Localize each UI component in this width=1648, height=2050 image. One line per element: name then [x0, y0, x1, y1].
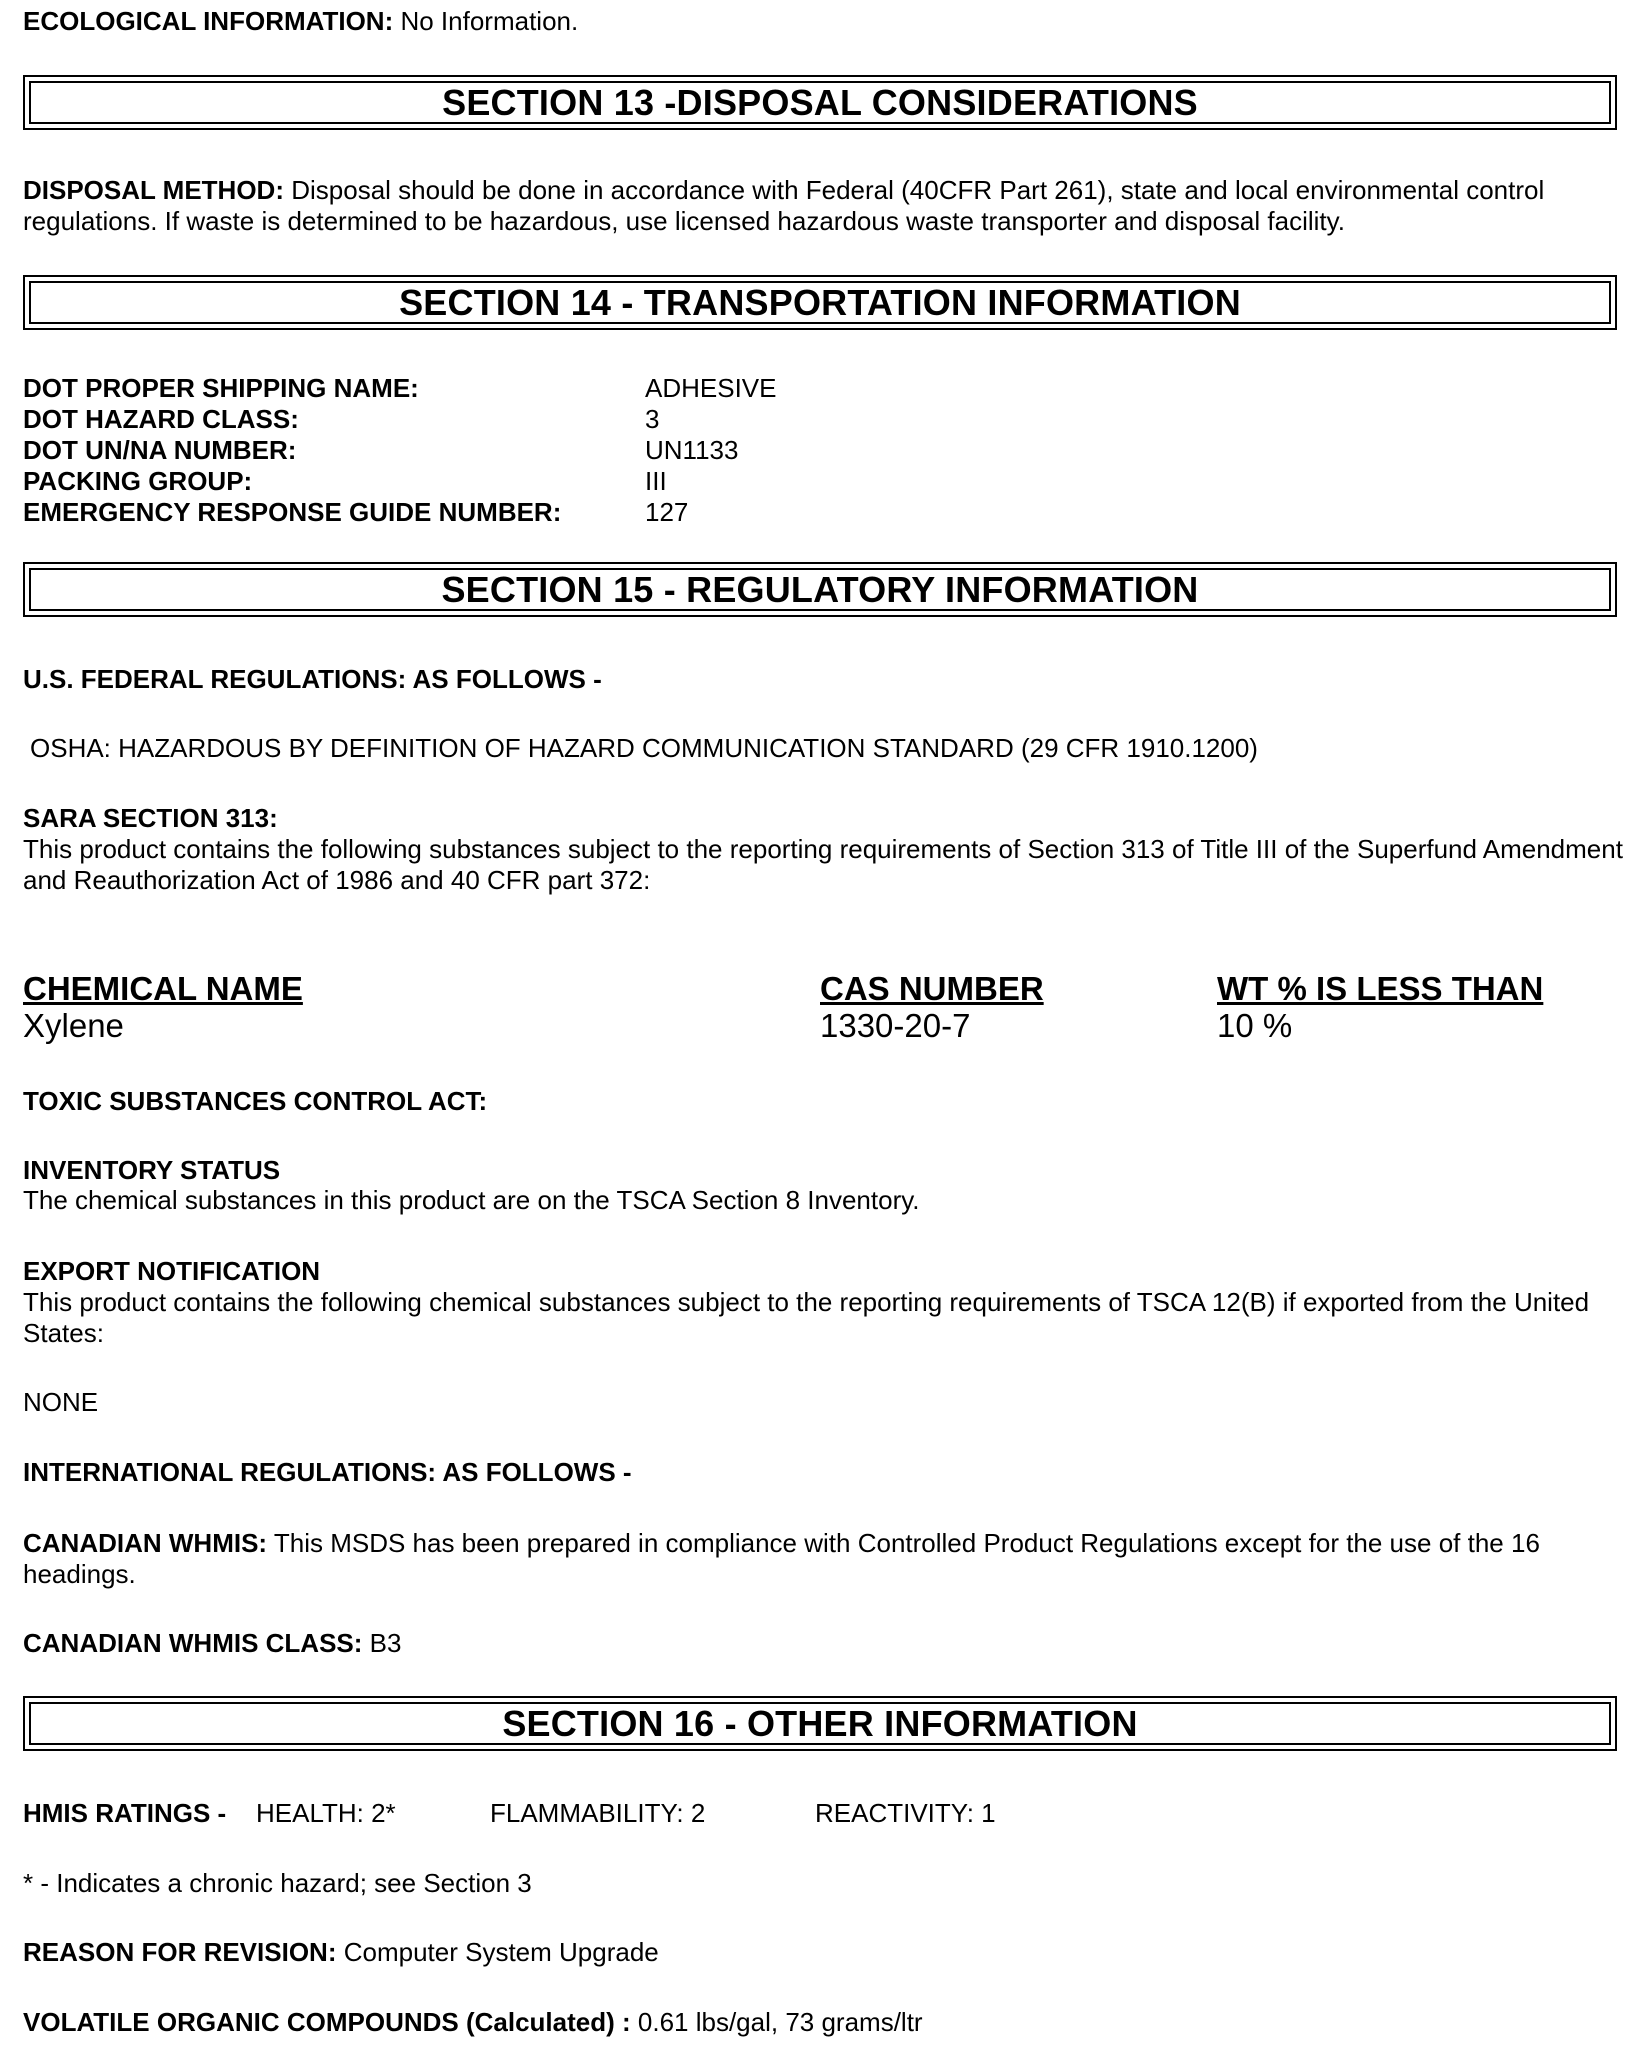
hmis-reactivity: REACTIVITY: 1: [815, 1798, 996, 1828]
osha-statement: OSHA: HAZARDOUS BY DEFINITION OF HAZARD COMMUNICATION STANDARD (29 CFR 1910.1200): [30, 733, 1258, 763]
dot-hazard-class-value: 3: [645, 404, 660, 434]
voc-label: VOLATILE ORGANIC COMPOUNDS (Calculated) :: [23, 2007, 631, 2037]
ecological-information: [23, 6, 578, 37]
section-16-header: [23, 1696, 1617, 1751]
sara-section-label: SARA SECTION 313:: [23, 803, 278, 833]
table-header-wt-percent: WT % IS LESS THAN: [1217, 970, 1544, 1007]
sara-section-text: This product contains the following substances subject to the reporting requirements of Section 313 of Title III of the Superfund Amendment and Reauthorization Act of 1986 and 40 CFR part 372:: [23, 834, 1623, 895]
canadian-whmis-text: This MSDS has been prepared in compliance with Controlled Product Regulations except for the use of the 16 headings.: [23, 1528, 1540, 1589]
canadian-whmis-class: [23, 1628, 401, 1659]
table-cell-chemical-name: Xylene: [23, 1007, 124, 1044]
whmis-class-value: B3: [369, 1628, 402, 1658]
hmis-health: HEALTH: 2*: [256, 1798, 396, 1828]
reason-for-revision: [23, 1937, 659, 1968]
section-16-title: SECTION 16 - OTHER INFORMATION: [502, 1702, 1138, 1744]
packing-group-label: PACKING GROUP:: [23, 466, 253, 496]
dot-hazard-class-label: DOT HAZARD CLASS:: [23, 404, 299, 434]
inventory-status-text: The chemical substances in this product are on the TSCA Section 8 Inventory.: [23, 1185, 920, 1215]
emergency-guide-label: EMERGENCY RESPONSE GUIDE NUMBER:: [23, 497, 562, 527]
canadian-whmis-label: CANADIAN WHMIS:: [23, 1528, 268, 1558]
export-notification-label: EXPORT NOTIFICATION: [23, 1256, 321, 1286]
disposal-method: [23, 175, 1623, 237]
hmis-label: HMIS RATINGS -: [23, 1798, 227, 1828]
whmis-class-label: CANADIAN WHMIS CLASS:: [23, 1628, 363, 1658]
tsca-label: TOXIC SUBSTANCES CONTROL ACT:: [23, 1086, 488, 1116]
revision-label: REASON FOR REVISION:: [23, 1937, 337, 1967]
chronic-hazard-note: * - Indicates a chronic hazard; see Section 3: [23, 1868, 532, 1898]
export-notification-value: NONE: [23, 1387, 99, 1417]
table-cell-cas-number: 1330-20-7: [820, 1007, 971, 1044]
section-14-header: [23, 275, 1617, 330]
dot-shipping-name-label: DOT PROPER SHIPPING NAME:: [23, 373, 419, 403]
canadian-whmis: [23, 1528, 1623, 1590]
ecological-label: ECOLOGICAL INFORMATION:: [23, 6, 394, 36]
disposal-label: DISPOSAL METHOD:: [23, 175, 284, 205]
dot-un-number-value: UN1133: [645, 435, 739, 465]
emergency-guide-value: 127: [645, 497, 689, 527]
ecological-value: No Information.: [400, 6, 579, 36]
dot-un-number-label: DOT UN/NA NUMBER:: [23, 435, 297, 465]
section-15-title: SECTION 15 - REGULATORY INFORMATION: [441, 568, 1199, 610]
voc-value: 0.61 lbs/gal, 73 grams/ltr: [637, 2007, 923, 2037]
table-header-chemical-name: CHEMICAL NAME: [23, 970, 303, 1007]
export-notification-text: This product contains the following chemical substances subject to the reporting requirements of TSCA 12(B) if exported from the United States:: [23, 1287, 1590, 1348]
dot-shipping-name-value: ADHESIVE: [645, 373, 777, 403]
section-15-header: [23, 562, 1617, 617]
section-13-header: [23, 75, 1617, 130]
packing-group-value: III: [645, 466, 667, 496]
us-federal-regulations: U.S. FEDERAL REGULATIONS: AS FOLLOWS -: [23, 664, 602, 694]
international-regulations: INTERNATIONAL REGULATIONS: AS FOLLOWS -: [23, 1457, 632, 1487]
revision-value: Computer System Upgrade: [343, 1937, 659, 1967]
inventory-status-label: INVENTORY STATUS: [23, 1155, 281, 1185]
table-header-cas-number: CAS NUMBER: [820, 970, 1044, 1007]
table-cell-wt-percent: 10 %: [1217, 1007, 1293, 1044]
hmis-flammability: FLAMMABILITY: 2: [490, 1798, 706, 1828]
section-14-title: SECTION 14 - TRANSPORTATION INFORMATION: [399, 281, 1241, 323]
section-13-title: SECTION 13 -DISPOSAL CONSIDERATIONS: [442, 81, 1198, 123]
volatile-organic-compounds: [23, 2007, 923, 2038]
disposal-text: Disposal should be done in accordance with Federal (40CFR Part 261), state and local environmental control regulations. If waste is determined to be hazardous, use licensed hazardous waste transporter and disposal facility.: [23, 175, 1545, 236]
